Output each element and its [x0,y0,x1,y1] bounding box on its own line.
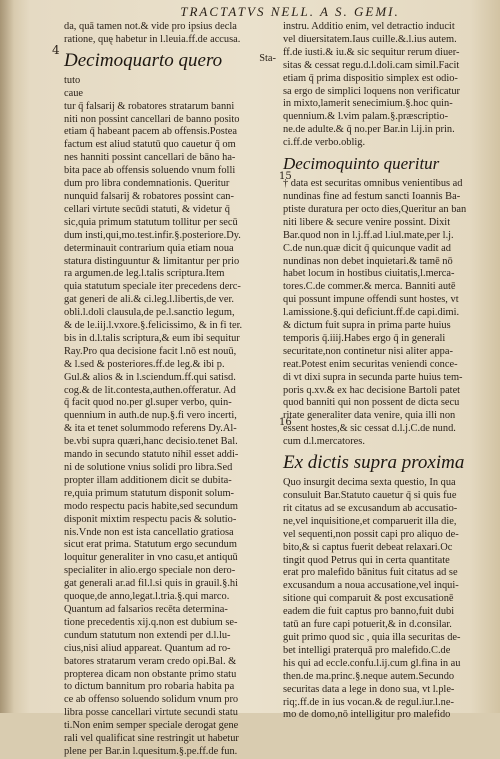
text-line: erat pro malefido bānitus fuit citatus ad se [283,567,458,579]
text-line: Gul.& alios & in l.sciendum.ff.qui satisd. [64,371,236,383]
text-line: sitione qui comparuit & post excusationē [283,593,454,605]
text-line: disponit mixtim respectu pacis & solutio- [64,513,237,525]
text-line: quod banniti qui non possent de dicta secu [283,397,460,409]
text-line: ra argumen.de leg.l.talis scriptura.Item [64,268,225,280]
right-column [283,21,491,722]
text-line: poris q.xv.& ex hac decisione Bartoli patet [283,384,461,396]
text-line: quennium in auth.de nup.§.fi vero incerti, [64,410,237,422]
text-line: securitate,non continetur nisi aliter appa- [283,345,453,357]
text-line: & l.sed & posteriores.ff.de leg.& ibi p. [64,358,225,370]
text-line: caue [64,87,84,99]
text-line: di vt dixi supra in secunda parte huius tem- [283,371,463,383]
text-line: ratione, quę habetur in l.leuia.ff.de accusa. [64,33,241,45]
text-line: essent hostes,& sic cessat d.l.j.C.de nund. [283,423,456,435]
text-line: riq;.ff.de in ius vocan.& de regul.iur.l.ne- [283,696,454,708]
text-line: reat.Potest enim securitas veniendi conce- [283,358,458,370]
section-heading-15: Decimoquinto queritur [283,154,440,174]
text-line: nundinas fine ad festum sancti Ioannis Ba- [283,190,461,202]
text-line: cum d.l.mercatores. [283,436,365,448]
text-line: to dictum bannitum pro robaria habita pa [64,681,235,693]
text-line: cellari virtute secūdi statuti, & videtur q̄ [64,203,230,215]
text-line: nis.Vnde non est ista cancellatio gratiosa [64,526,234,538]
text-line: ritate generaliter data venire, quia illi non [283,410,456,422]
text-line: ne.de adulte.& q̄ no.per Bar.in l.ij.in prin. [283,124,455,136]
text-line: tingit quod Petrus qui in certa quantitate [283,554,450,566]
text-line: bito,& si captus fuerit debeat relaxari.Oc [283,541,453,553]
text-line: be.vbi supra quæri,hanc decisio.tenet Bal. [64,436,238,448]
text-line: obli.l.doli clausula,de pe.l.sanctio legum, [64,307,235,319]
text-line: bis in d.l.talis scriptura,& eum ibi sequitur [64,332,240,344]
text-line: etiam q̄ prima dispositio simplex est odio- [283,72,458,84]
text-line: cog.& de lit.contesta,authen.offeratur. Ad [64,384,236,396]
text-line: tur q̄ falsarij & robatores stratarum banni [64,100,235,112]
text-line: rit citatus ad se excusandum ab accusatio- [283,502,458,514]
text-line: propter illam additionem dicit se dubita- [64,474,232,486]
text-line: loquitur generaliter in vno casu,et antiquū [64,552,238,564]
text-line: sicut erat prima. Statutum ergo secundum [64,539,237,551]
text-line: ni de solutione vnius solidi pro libra.Sed [64,462,233,473]
text-line: ne,vel inquisitione,et comparuerit illa die, [283,515,457,527]
text-line: tione precedentis xij.q.non est dubium se- [64,616,238,628]
text-line: Ray.Pro qua decisione facit l.nō est nouū, [64,345,237,357]
text-line: eadem die fuit captus pro banno,fuit dubi [283,606,455,618]
text-line: & dictum fuit supra in prima parte huius [283,320,451,332]
text-line: bet intelligi praterquā pro malefido.C.de [283,644,451,656]
text-line: † data est securitas omnibus venientibus ad [283,178,463,190]
text-line: q̄ facit quod no.per gl.super verbo, quin- [64,397,232,409]
text-line: bita pace ab offensis soluendo vnum folli [64,165,236,177]
text-line: specialiter in alio.ergo speciale non dero- [64,565,236,577]
text-line: batores stratarum veram credo opi.Bal. & [64,655,237,667]
section-heading-14: Decimoquarto quero [64,49,223,71]
text-line: dum insti,qui,mo.test.infir.§.posteriore.Dy. [64,229,241,241]
text-line: ce ab offenso soluendo solidum vnum pro [64,694,239,706]
text-line: his qui ad eccle.confu.l.ij.cum gl.fina in au [283,657,461,669]
running-head: TRACTATVS NELL. A S. GEMI. [180,4,400,19]
text-line: nes hanniti possint cancellari de bāno ha- [64,152,236,164]
text-line: l.amissione.§.qui deficiunt.ff.de capi.dimi. [283,307,460,319]
binding-shadow [0,0,14,713]
text-line: libra posse cancellari virtute secundi statu [64,707,238,719]
text-line: tatū an fure capi potuerit,& in d.consilar. [283,619,452,631]
text-line: mando in secundo statuto nihil esset addi- [64,449,239,461]
text-line: in mixto,lamerit senecimium.§.hoc quin- [283,98,453,110]
text-line: gat generali ar.ad fil.l.si quis in grauil.§.hi [64,578,239,590]
folio-mark: 4 [52,43,60,57]
text-line: ptiste duratura per octo dies,Queritur an ban [283,203,467,215]
left-column [64,21,276,759]
text-line: consuluit Bar.Statuto cauetur q̄ si quis fue [283,490,457,501]
text-line: re,quia primum statutum disponit solum- [64,487,234,499]
text-line: & ita et tenet solummodo referens Dy.Al- [64,423,237,435]
text-line: determinauit contrarium quia etiam noua [64,242,234,254]
text-line: gat generi de ali.& ci.leg.l.libertis,de ver. [64,294,234,306]
text-line: ff.de iusti.& iu.& sic sequitur rerum diuer- [283,46,460,58]
margin-number-15: 15 [279,171,292,182]
text-line: cundum statutum non extendi per d.l.lu- [64,629,231,641]
text-line: securitas data a lege in dono sua, vt l.ple- [283,683,455,695]
text-line: ci.ff.de verbo.oblig. [283,137,366,149]
text-line: rali vel qualificat sine restringit ut habetur [64,733,239,745]
text-line: tores.C.de commer.& merca. Banniti autē [283,281,456,293]
text-line: vel sequenti,non possit capi pro aliquo de- [283,528,459,540]
text-line: factum est aliud statutū quo cauetur q̄ om [64,139,236,151]
text-line: statura distinguuntur & limitantur per prio [64,255,240,267]
text-line: modo respectu pacis habite,sed secundum [64,500,238,512]
text-line: ti.Non enim semper speciale derogat gene [64,720,239,732]
text-line: quia statutum speciale iter precedens derc- [64,281,241,293]
text-line: sa ergo de simplici loquens non verificatur [283,85,460,97]
text-line: da, quā tamen not.& vide pro ipsius decla [64,21,237,32]
text-line: vel diuersitatem.Iaus cuille.&.l.ius autem. [283,33,457,45]
text-line: excusandum a noua accusatione,vel inqui- [283,580,459,592]
text-line: Quantum ad falsarios recēta determina- [64,603,228,615]
text-line: quoque,de anno,legat.l.tria.§.qui marco. [64,591,230,603]
text-line: nunquid falsarij & robatores possint can- [64,190,234,202]
text-line: habet locum in hostibus ciuitatis,l.merca- [283,268,455,280]
text-line: niti non possint cancellari de banno posito [64,113,240,125]
text-line: sic,quia primum statutum tollitur per secū [64,216,238,228]
text-line: mo de domo,nō intelligitur pro malefido [283,709,451,721]
text-line: & de le.iij.l.vxore.§.felicissimo, & in fi ter. [64,320,243,332]
text-line: instru. Additio enim, vel detractio inducit [283,21,455,32]
text-line: cius,nisi aliud appareat. Quantum ad ro- [64,642,231,654]
text-line: C.de nun.quæ dicit q̄ quicunque vadit ad [283,242,451,254]
text-line: sitas & cessat regu.d.l.doli.cam simil.Facit [283,59,460,71]
text-line: quennium.& l.vim palam.§.præscriptio- [283,111,449,123]
text-line: Bar.quod non in l.j.ff.ad l.iul.mate,per l.j. [283,229,454,241]
text-line: plene per Bar.in l.quesitum.§.pe.ff.de fun. [64,745,238,757]
text-line: dum pro libra condemnationis. Queritur [64,178,230,190]
text-line: niti libere & secure venire possint. Dixit [283,216,451,228]
text-line: Quo insurgit decima sexta questio, In qua [283,477,456,489]
text-line: propterea dicam non obstante primo statu [64,668,237,680]
text-line: tuto [64,74,81,86]
text-line: nundinas non debet inquietari.& tamē nō [283,255,453,267]
text-line: guit primo quod sic , quia illa securitas de- [283,631,461,643]
text-line: then.de ma.princ.§.neque autem.Secundo [283,670,455,682]
section-heading-16: Ex dictis supra proxima [283,452,465,474]
text-line: etiam q̄ habeant pacem ab offensis.Postea [64,126,237,138]
margin-number-16: 16 [279,417,292,428]
heading-tail-text: Sta- [259,52,276,64]
text-line: temporis q̄.iiij.Habes ergo q̄ in generali [283,332,446,344]
text-line: qui possunt impune offendi sunt hostes, vt [283,294,459,306]
